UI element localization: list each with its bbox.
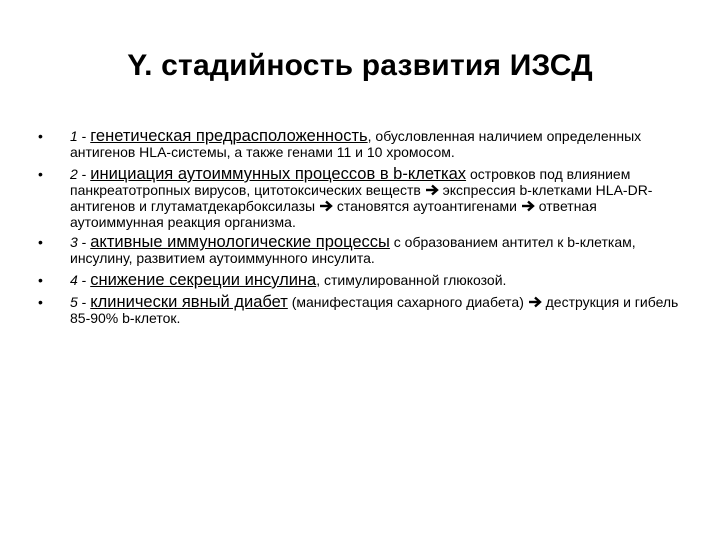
item-text: экспрессия b-клетками HLA-DR-антигенов и глутаматдекарбоксилазы — [70, 182, 653, 214]
bullet-icon: • — [38, 234, 43, 250]
item-separator: - — [77, 294, 91, 310]
item-text: деструкция и гибель 85-90% b-клеток. — [70, 294, 679, 326]
bullet-icon: • — [38, 166, 43, 182]
bullet-icon: • — [38, 294, 43, 310]
item-separator: - — [77, 166, 91, 182]
item-number: 3 — [70, 234, 78, 250]
item-number: 2 — [70, 166, 78, 182]
item-text: , стимулированной глюкозой. — [316, 272, 507, 288]
item-text: ответная аутоиммунная реакция организма. — [70, 198, 597, 230]
item-text: с образованием антител к b-клеткам, инсулину, развитием аутоиммунного инсулита. — [70, 234, 636, 266]
key-term: снижение секреции инсулина — [90, 271, 317, 289]
item-text: становятся аутоантигенами — [333, 198, 521, 214]
item-number: 4 — [70, 272, 78, 288]
key-term: активные иммунологические процессы — [90, 233, 390, 251]
item-separator: - — [77, 128, 91, 144]
list-item-4 — [38, 272, 683, 288]
bullet-list — [38, 128, 683, 326]
key-term: генетическая предрасположенность — [90, 127, 368, 145]
right-arrow-icon — [521, 200, 535, 212]
item-text: (манифестация сахарного диабета) — [287, 294, 528, 310]
item-separator: - — [77, 234, 91, 250]
key-term: клинически явный диабет — [90, 293, 288, 311]
right-arrow-icon — [425, 184, 439, 196]
right-arrow-icon — [319, 200, 333, 212]
item-number: 1 — [70, 128, 78, 144]
list-item-2 — [38, 166, 683, 230]
list-item-1 — [38, 128, 683, 160]
item-text: островков под влиянием панкреатотропных вирусов, цитотоксических веществ — [70, 166, 631, 198]
right-arrow-icon — [528, 296, 542, 308]
bullet-icon: • — [38, 128, 43, 144]
item-text: , обусловленная наличием определенных антигенов HLA-системы, а также генами 11 и 10 хромосом. — [70, 128, 642, 160]
key-term: инициация аутоиммунных процессов в b-клетках — [90, 165, 467, 183]
slide-title: Y. стадийность развития ИЗСД — [127, 49, 593, 82]
bullet-icon: • — [38, 272, 43, 288]
list-item-3 — [38, 234, 683, 266]
item-number: 5 — [70, 294, 78, 310]
item-separator: - — [77, 272, 91, 288]
list-item-5 — [38, 294, 683, 326]
